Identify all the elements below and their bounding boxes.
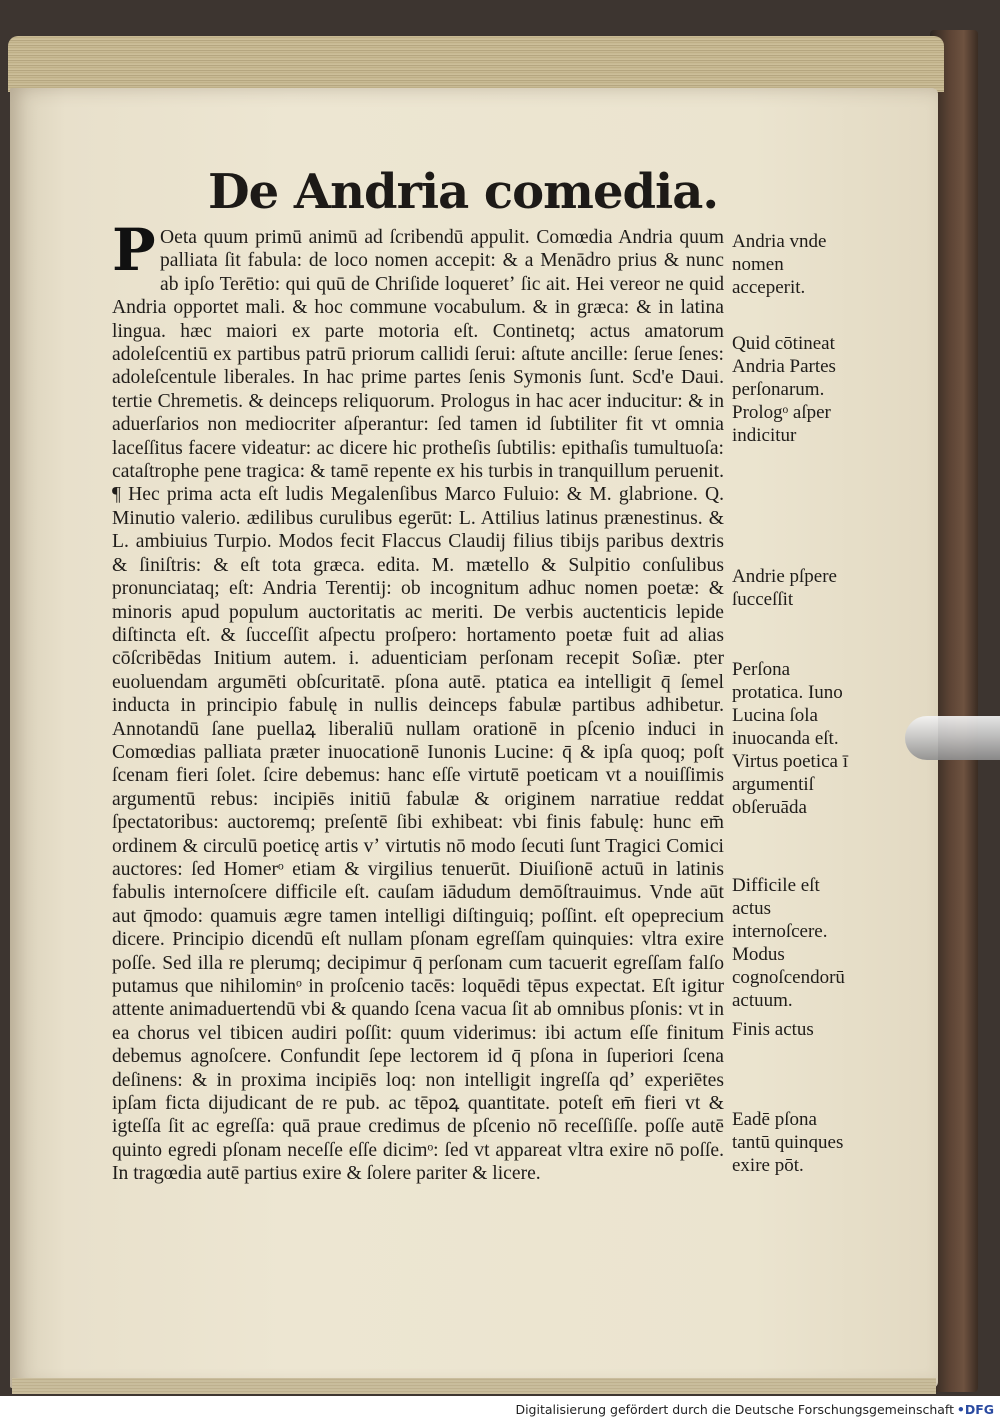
page-block-top — [8, 36, 944, 92]
margin-note: Difficile eſt actus internoſcere. Modus cognoſcendorū actuum. — [732, 875, 845, 1011]
margin-note: Eadē pſona tantū quinques exire pōt. — [732, 1109, 844, 1176]
page-block-bottom — [12, 1378, 936, 1394]
dfg-logo: •DFG — [956, 1402, 994, 1417]
margin-note: Perſona protatica. Iuno Lucina ſola inuocanda eſt. Virtus poetica ī argumentiſ obſeruāda — [732, 659, 848, 818]
footer-credit: Digitalisierung gefördert durch die Deutsche Forschungsgemeinschaft — [515, 1402, 954, 1417]
drop-cap: P — [112, 216, 156, 284]
margin-note: Andria vnde nomen acceperit. — [732, 231, 827, 298]
margin-note: Finis actus — [732, 1019, 814, 1040]
footer-bar — [0, 1396, 1000, 1424]
margin-note: Andrie pſpere ſucceſſit — [732, 566, 837, 610]
body-paragraph: Oeta quum primū animū ad ſcribendū appulit. Comœdia Andria quum palliata ſit fabula: de loco nomen accepit: & a Menādro prius & nunc ab ipſo Terētio: qui quū de Chriſide loqueretʼ ſic ait. Hei vereor ne quid Andria opportet mali. & hoc commune vocabulum. & in græca: & in latina lingua. hæc maiori ex parte motoria eſt. Continetq; actus amatorum adoleſcentiū ex partibus patrū priorum callidi ſerui: aſtute ancille: ſerue ſenes: adoleſcentule liberales. In hac prime partes ſenis Symonis ſunt. Scd'e Daui. tertie Chremetis. & deinceps reliquorum. Prologus in hac acer inducitur: & in aduerſarios non mediocriter aſperantur: ſed tamen id ſubtiliter fit vt omnia laceſſitus facere videatur: ac dicere hic protheſis ſubtilis: epithaſis tumultuoſa: cataſtrophe pene tragica: & tamē repente ex his turbis in tranquillum peruenit. ¶ Hec prima acta eſt ludis Megalenſibus Marco Fuluio: & M. glabrione. Q. Minutio valerio. ædilibus curulibus egerūt: L. Attilius latinus prænestinus. & L. ambiuius Turpio. Modos fecit Flaccus Claudij filius tibijs paribus dextris & ſiniſtris: & eſt tota græca. edita. M. mætello & Sulpitio conſulibus pronunciataq; eſt: Andria Terentij: ob incognitum adhuc nomen poetæ: & minoris apud populum auctoritatis ac meriti. De verbis auctenticis lepide diſtincta eſt. & ſucceſſit aſpectu proſpero: hortamento poetæ fuit ad alias cōſcribēdas Initium autem. i. aduenticiam perſonam recepit Soſiæ. pter euoluendam argumēti obſcuritatē. pſona autē. ptatica ea intelligit q̄ ſemel inducta in principio fabulę in nullis deinceps fabulæ partibus adhibetur. Annotandū ſane puellaꝝ liberaliū nullam orationē in pſcenio induci in Comœdias palliata præter inuocationē Iunonis Lucine: q̄ & ipſa quoq; poſt ſcenam fieri ſolet. ſcire debemus: hanc eſſe virtutē poeticam vt a nouiſſimis argumentū rebus: incipiēs initiū fabulæ & originem narratiue reddat ſpectatoribus: auctoremq; preſentē ſibi exhibeat: vbi finis fabulę: hunc em̄ ordinem & circulū poeticę artis vʼ virtutis nō modo ſecuti ſunt Tragici Comici auctores: ſed Homerᵒ etiam & virgilius tenuerūt. Diuiſionē actuū in latinis fabulis internoſcere difficile eſt. cauſam iādudum demōſtrauimus. Vnde aūt aut q̄modo: quamuis ægre tamen intelligi diſtinguiq; poſſint. eſt opeprecium dicere. Principio dicendū eſt nullam pſonam egreſſam quinquies: vltra exire poſſe. Sed illa re plerumq; decipimur q̄ perſonam cum tacuerit egreſſam falſo putamus que nihilominᵒ in proſcenio tacēs: loquēdi tēpus expectat. Eſt igitur attente animaduertendū vbi & quando ſcena vacua ſit ab omnibus pſonis: vt in ea chorus vel tibicen audiri poſſit: quum viderimus: ibi actum eſſe finitum debemus agnoſcere. Confundit ſepe lectorem id q̄ pſona in ſuperiori ſcena deſinens: & in proxima incipiēs loq: non intelligit ingreſſa qdʼ experiētes ipſam ficta dijudicant de re pub. ac tēpoꝝ quantitate. poteſt em̄ fieri vt & igteſſa ſit ac egreſſa: quā praue credimus de pſcenio nō receſſiſſe. poſſe autē quinto egredi pſonam neceſſe eſſe dicimᵒ: ſed vt appareat vltra exire nō poſſe. In tragœdia autē partius exire & ſolere pariter & licere. — [112, 227, 724, 1185]
bookmark-clip — [905, 716, 1000, 760]
margin-note: Quid cōtineat Andria Partes perſonarum. Prologᵒ aſper indicitur — [732, 333, 836, 446]
body-text — [112, 216, 724, 1186]
page-heading: De Andria comedia. — [208, 164, 719, 220]
